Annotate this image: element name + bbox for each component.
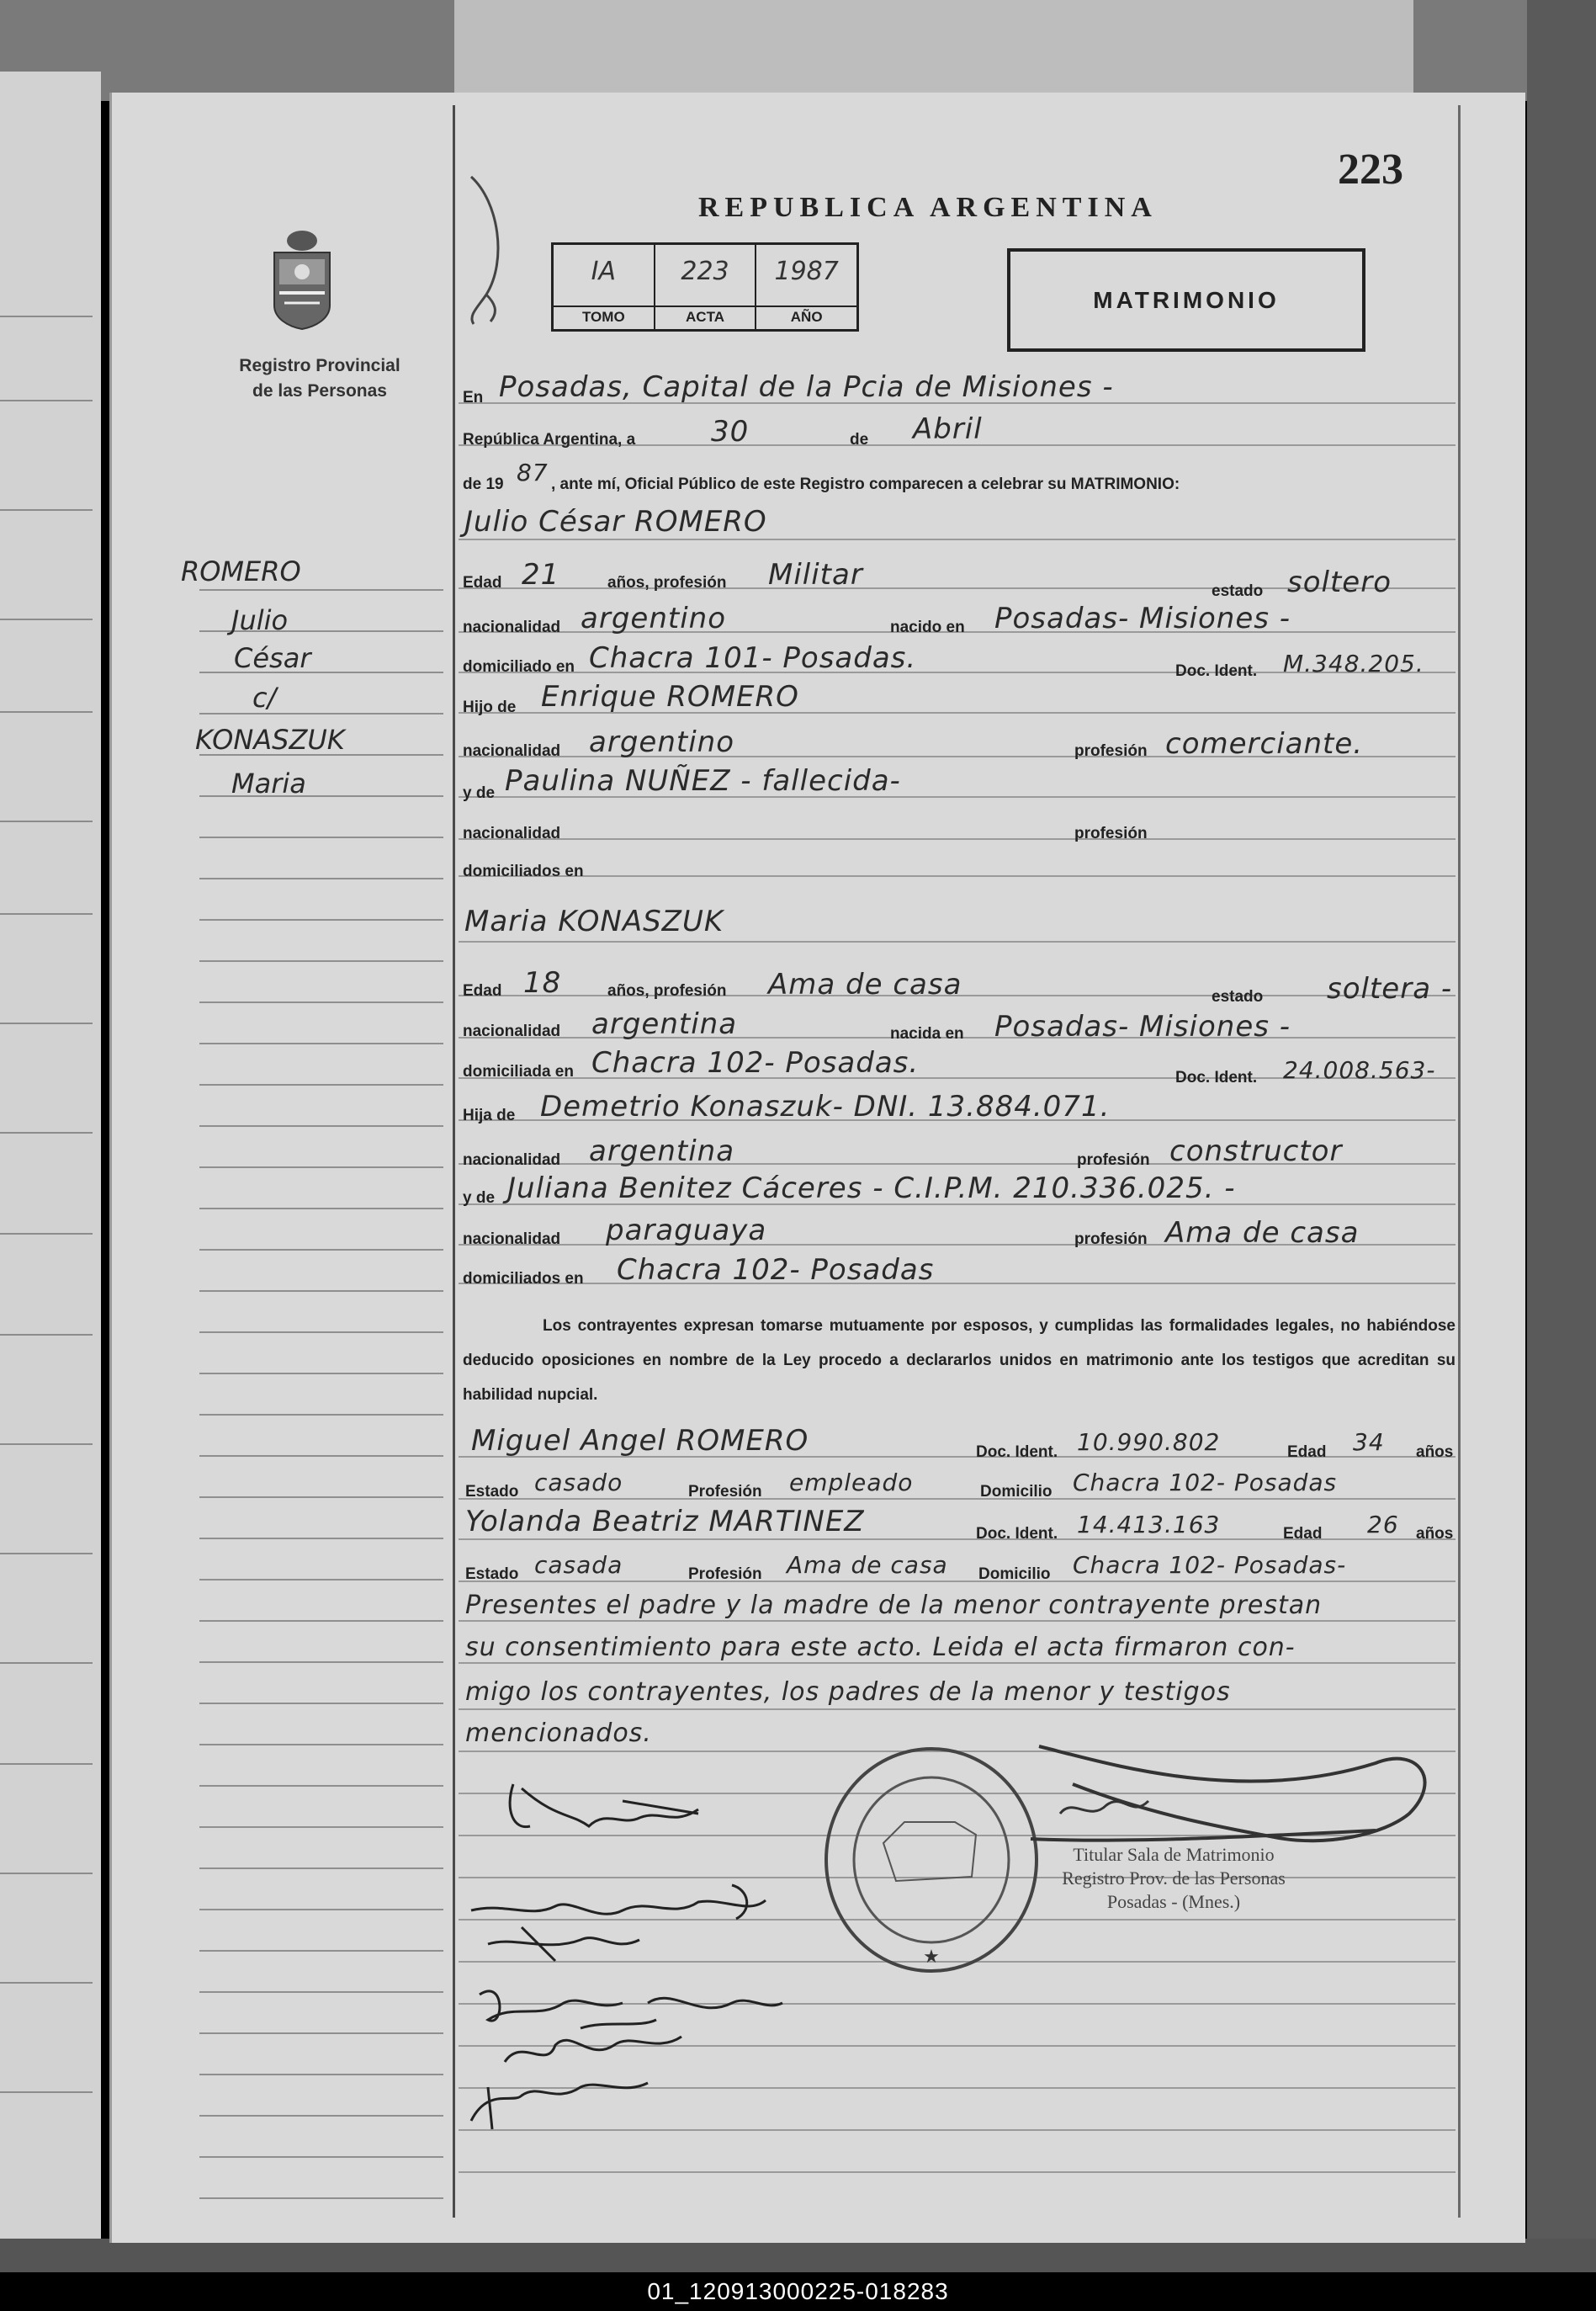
bride-nacionalidad-label: nacionalidad	[463, 1023, 561, 1040]
witness2-name: Yolanda Beatriz MARTINEZ	[465, 1505, 865, 1538]
groom-father-nac-label: nacionalidad	[463, 742, 561, 760]
groom-estado: soltero	[1287, 566, 1392, 599]
ano-value: 1987	[774, 257, 839, 286]
background-bottom	[0, 2239, 1596, 2272]
bride-doc-label: Doc. Ident.	[1175, 1069, 1258, 1086]
margin-ruled-line	[199, 878, 443, 879]
bride-father-nac: argentina	[589, 1134, 735, 1168]
note-line-3: migo los contrayentes, los padres de la menor y testigos	[465, 1677, 1231, 1707]
bride-mother: Juliana Benitez Cáceres - C.I.P.M. 210.336.025. -	[507, 1171, 1236, 1205]
margin-ruled-line	[199, 1125, 443, 1127]
margin-ruled-line	[199, 1744, 443, 1745]
registry-name	[206, 353, 433, 404]
margin-ruled-line	[199, 1661, 443, 1663]
witness2-edad-label: Edad	[1283, 1525, 1323, 1543]
bride-mother-prof-label: profesión	[1074, 1230, 1148, 1248]
body-ruled-line	[459, 1283, 1455, 1284]
groom-profesion-label: años, profesión	[607, 574, 727, 592]
margin-ruled-line	[199, 1538, 443, 1539]
witness2-estado-label: Estado	[465, 1565, 519, 1583]
groom-estado-label: estado	[1212, 582, 1264, 600]
body-ruled-line	[459, 2171, 1455, 2173]
bride-mother-nac-label: nacionalidad	[463, 1230, 561, 1248]
groom-name: Julio César ROMERO	[464, 505, 767, 539]
groom-mother-label: y de	[463, 784, 496, 802]
bride-edad: 18	[523, 966, 562, 1000]
witness2-edad: 26	[1367, 1511, 1399, 1538]
groom-nacido-label: nacido en	[890, 619, 965, 636]
bride-father-label: Hija de	[463, 1107, 516, 1124]
margin-ruled-line	[199, 1991, 443, 1993]
bride-mother-prof: Ama de casa	[1165, 1216, 1360, 1250]
margin-ruled-line	[199, 1414, 443, 1416]
groom-nacionalidad: argentino	[581, 602, 726, 635]
bride-profesion-label: años, profesión	[607, 982, 727, 1000]
margin-ruled-line	[199, 837, 443, 838]
groom-edad: 21	[522, 558, 560, 592]
groom-mother-nac-label: nacionalidad	[463, 825, 561, 842]
bride-father-prof: constructor	[1169, 1134, 1343, 1168]
bride-nacionalidad: argentina	[591, 1007, 738, 1041]
bride-mother-label: y de	[463, 1189, 496, 1207]
coat-of-arms-icon	[268, 226, 337, 331]
registry-name-line2: de las Personas	[252, 381, 387, 401]
groom-father: Enrique ROMERO	[541, 680, 799, 714]
bride-nacida-en: Posadas- Misiones -	[994, 1010, 1291, 1044]
witness1-domicilio: Chacra 102- Posadas	[1073, 1469, 1338, 1496]
witness1-name: Miguel Angel ROMERO	[471, 1424, 809, 1458]
groom-father-prof-label: profesión	[1074, 742, 1148, 760]
groom-mother-prof-label: profesión	[1074, 825, 1148, 842]
witness1-estado: casado	[534, 1469, 623, 1496]
witness2-estado: casada	[534, 1551, 623, 1579]
margin-ruled-line	[199, 1909, 443, 1910]
year-prefix-label: de 19	[463, 475, 504, 493]
margin-ruled-line	[199, 1826, 443, 1828]
registry-name-line1: Registro Provincial	[239, 356, 400, 375]
groom-doc: M.348.205.	[1283, 650, 1424, 677]
body-ruled-line	[459, 941, 1455, 943]
note-line-1: Presentes el padre y la madre de la menor contrayente prestan	[465, 1591, 1323, 1620]
margin-ruled-line	[199, 2032, 443, 2034]
groom-nacido-en: Posadas- Misiones -	[994, 602, 1291, 635]
bride-father: Demetrio Konaszuk- DNI. 13.884.071.	[540, 1090, 1111, 1124]
acta-label: ACTA	[655, 305, 756, 326]
margin-ruled-line	[199, 960, 443, 962]
groom-father-nac: argentino	[589, 725, 734, 759]
margin-ruled-line	[199, 1579, 443, 1581]
record-number-box	[551, 242, 859, 332]
groom-father-label: Hijo de	[463, 699, 517, 716]
margin-ruled-line	[199, 1331, 443, 1333]
margin-bride-name: Maria	[231, 768, 306, 800]
page-number: 223	[1338, 146, 1403, 194]
witness1-profesion-label: Profesión	[688, 1483, 762, 1501]
margin-ruled-line	[199, 1373, 443, 1374]
margin-ruled-line	[199, 1496, 443, 1498]
bride-edad-label: Edad	[463, 982, 502, 1000]
republica-label: República Argentina, a	[463, 431, 636, 449]
bride-domicilio-label: domiciliada en	[463, 1063, 574, 1081]
day-value: 30	[711, 415, 750, 449]
witness2-domicilio: Chacra 102- Posadas-	[1073, 1551, 1347, 1579]
body-ruled-line	[459, 838, 1455, 840]
margin-first-name: Julio	[231, 604, 289, 636]
margin-ruled-line	[199, 1950, 443, 1952]
margin-ruled-line	[199, 1703, 443, 1704]
groom-domicilio-label: domiciliado en	[463, 658, 575, 676]
bride-estado-label: estado	[1212, 988, 1264, 1006]
notary-stamp-line3: Posadas - (Mnes.)	[1106, 1891, 1241, 1912]
groom-edad-label: Edad	[463, 574, 502, 592]
tomo-value: IA	[591, 257, 617, 286]
groom-domicilio: Chacra 101- Posadas.	[589, 641, 917, 675]
bride-nacida-label: nacida en	[890, 1025, 964, 1043]
right-border	[1458, 105, 1461, 2218]
margin-ruled-line	[199, 1084, 443, 1086]
margin-with: c/	[252, 682, 277, 714]
margin-ruled-line	[199, 1043, 443, 1044]
statement-text: , ante mí, Oficial Público de este Registro comparecen a celebrar su MATRIMONIO:	[551, 475, 1180, 493]
signatures	[454, 1751, 825, 2138]
year-suffix-value: 87	[517, 459, 549, 486]
tomo-label: TOMO	[554, 305, 654, 326]
witness2-doc-label: Doc. Ident.	[976, 1525, 1058, 1543]
notary-stamp-line1: Titular Sala de Matrimonio	[1073, 1844, 1275, 1865]
bride-domicilio: Chacra 102- Posadas.	[591, 1046, 920, 1080]
groom-father-prof: comerciante.	[1165, 727, 1364, 761]
bride-mother-nac: paraguaya	[606, 1214, 767, 1247]
bride-parents-dom: Chacra 102- Posadas	[617, 1253, 935, 1287]
margin-ruled-line	[199, 1249, 443, 1251]
bride-profesion: Ama de casa	[768, 968, 962, 1001]
groom-nacionalidad-label: nacionalidad	[463, 619, 561, 636]
declaration-text: Los contrayentes expresan tomarse mutuamente por esposos, y cumplidas las formalidades legales, no habiéndose deducido oposiciones en nombre de la Ley procedo a declararlos unidos en matrimonio ante los testigos que acreditan su habilidad nupcial.	[463, 1317, 1455, 1404]
body-ruled-line	[459, 1620, 1455, 1622]
corner-signature-mark	[461, 168, 520, 332]
place-value: Posadas, Capital de la Pcia de Misiones -	[499, 370, 1114, 404]
margin-ruled-line	[199, 1785, 443, 1787]
record-type-box: MATRIMONIO	[1007, 248, 1365, 352]
bride-father-prof-label: profesión	[1077, 1151, 1150, 1169]
margin-ruled-line	[199, 1208, 443, 1209]
witness2-anos-label: años	[1416, 1525, 1454, 1543]
groom-parents-dom-label: domiciliados en	[463, 863, 584, 880]
left-page-edge	[0, 72, 101, 2251]
notary-stamp-line2: Registro Prov. de las Personas	[1062, 1867, 1286, 1889]
margin-ruled-line	[199, 1867, 443, 1869]
witness1-doc: 10.990.802	[1077, 1428, 1221, 1456]
witness2-domicilio-label: Domicilio	[978, 1565, 1051, 1583]
margin-ruled-line	[199, 1455, 443, 1457]
body-ruled-line	[459, 875, 1455, 877]
margin-ruled-line	[199, 2197, 443, 2199]
margin-ruled-line	[199, 1290, 443, 1292]
en-label: En	[463, 389, 484, 406]
month-value: Abril	[913, 412, 983, 446]
margin-middle-name: César	[234, 642, 311, 674]
margin-ruled-line	[199, 713, 443, 715]
witness1-profesion: empleado	[789, 1469, 914, 1496]
witness1-domicilio-label: Domicilio	[980, 1483, 1053, 1501]
official-seal-stamp	[820, 1742, 1043, 1978]
bride-doc: 24.008.563-	[1283, 1056, 1436, 1084]
groom-doc-label: Doc. Ident.	[1175, 662, 1258, 680]
note-line-4: mencionados.	[465, 1719, 652, 1748]
margin-bride-surname: KONASZUK	[195, 724, 345, 756]
margin-ruled-line	[199, 1166, 443, 1168]
margin-surname: ROMERO	[181, 555, 301, 587]
margin-ruled-line	[199, 2074, 443, 2075]
body-ruled-line	[459, 1708, 1455, 1710]
witness2-profesion: Ama de casa	[787, 1551, 948, 1579]
witness1-doc-label: Doc. Ident.	[976, 1443, 1058, 1461]
body-ruled-line	[459, 1662, 1455, 1664]
margin-ruled-line	[199, 2156, 443, 2158]
acta-value: 223	[681, 257, 729, 286]
margin-ruled-line	[199, 1001, 443, 1003]
background-top-paper	[454, 0, 1413, 93]
bride-father-nac-label: nacionalidad	[463, 1151, 561, 1169]
body-ruled-line	[459, 1581, 1455, 1582]
notary-stamp-text	[1035, 1843, 1312, 1914]
note-line-2: su consentimiento para este acto. Leida el acta firmaron con-	[465, 1633, 1296, 1662]
svg-text:★: ★	[923, 1946, 940, 1967]
bride-estado: soltera -	[1327, 972, 1453, 1006]
witness2-profesion-label: Profesión	[688, 1565, 762, 1583]
body-ruled-line	[459, 1498, 1455, 1500]
groom-mother: Paulina NUÑEZ - fallecida-	[505, 764, 901, 798]
witness1-edad-label: Edad	[1287, 1443, 1327, 1461]
bride-parents-dom-label: domiciliados en	[463, 1270, 584, 1288]
margin-ruled-line	[199, 589, 443, 591]
witness1-estado-label: Estado	[465, 1483, 519, 1501]
de-label: de	[850, 431, 869, 449]
country-title: REPUBLICA ARGENTINA	[698, 192, 1158, 223]
margin-ruled-line	[199, 919, 443, 921]
witness1-anos-label: años	[1416, 1443, 1454, 1461]
margin-ruled-line	[199, 2115, 443, 2117]
background-right	[1527, 0, 1596, 2272]
bride-name: Maria KONASZUK	[464, 905, 724, 938]
witness2-doc: 14.413.163	[1077, 1511, 1221, 1538]
witness1-edad: 34	[1353, 1428, 1385, 1456]
image-id-footer: 01_120913000225-018283	[0, 2272, 1596, 2311]
body-ruled-line	[459, 539, 1455, 540]
ano-label: AÑO	[756, 305, 856, 326]
groom-profesion: Militar	[768, 558, 863, 592]
margin-ruled-line	[199, 1620, 443, 1622]
